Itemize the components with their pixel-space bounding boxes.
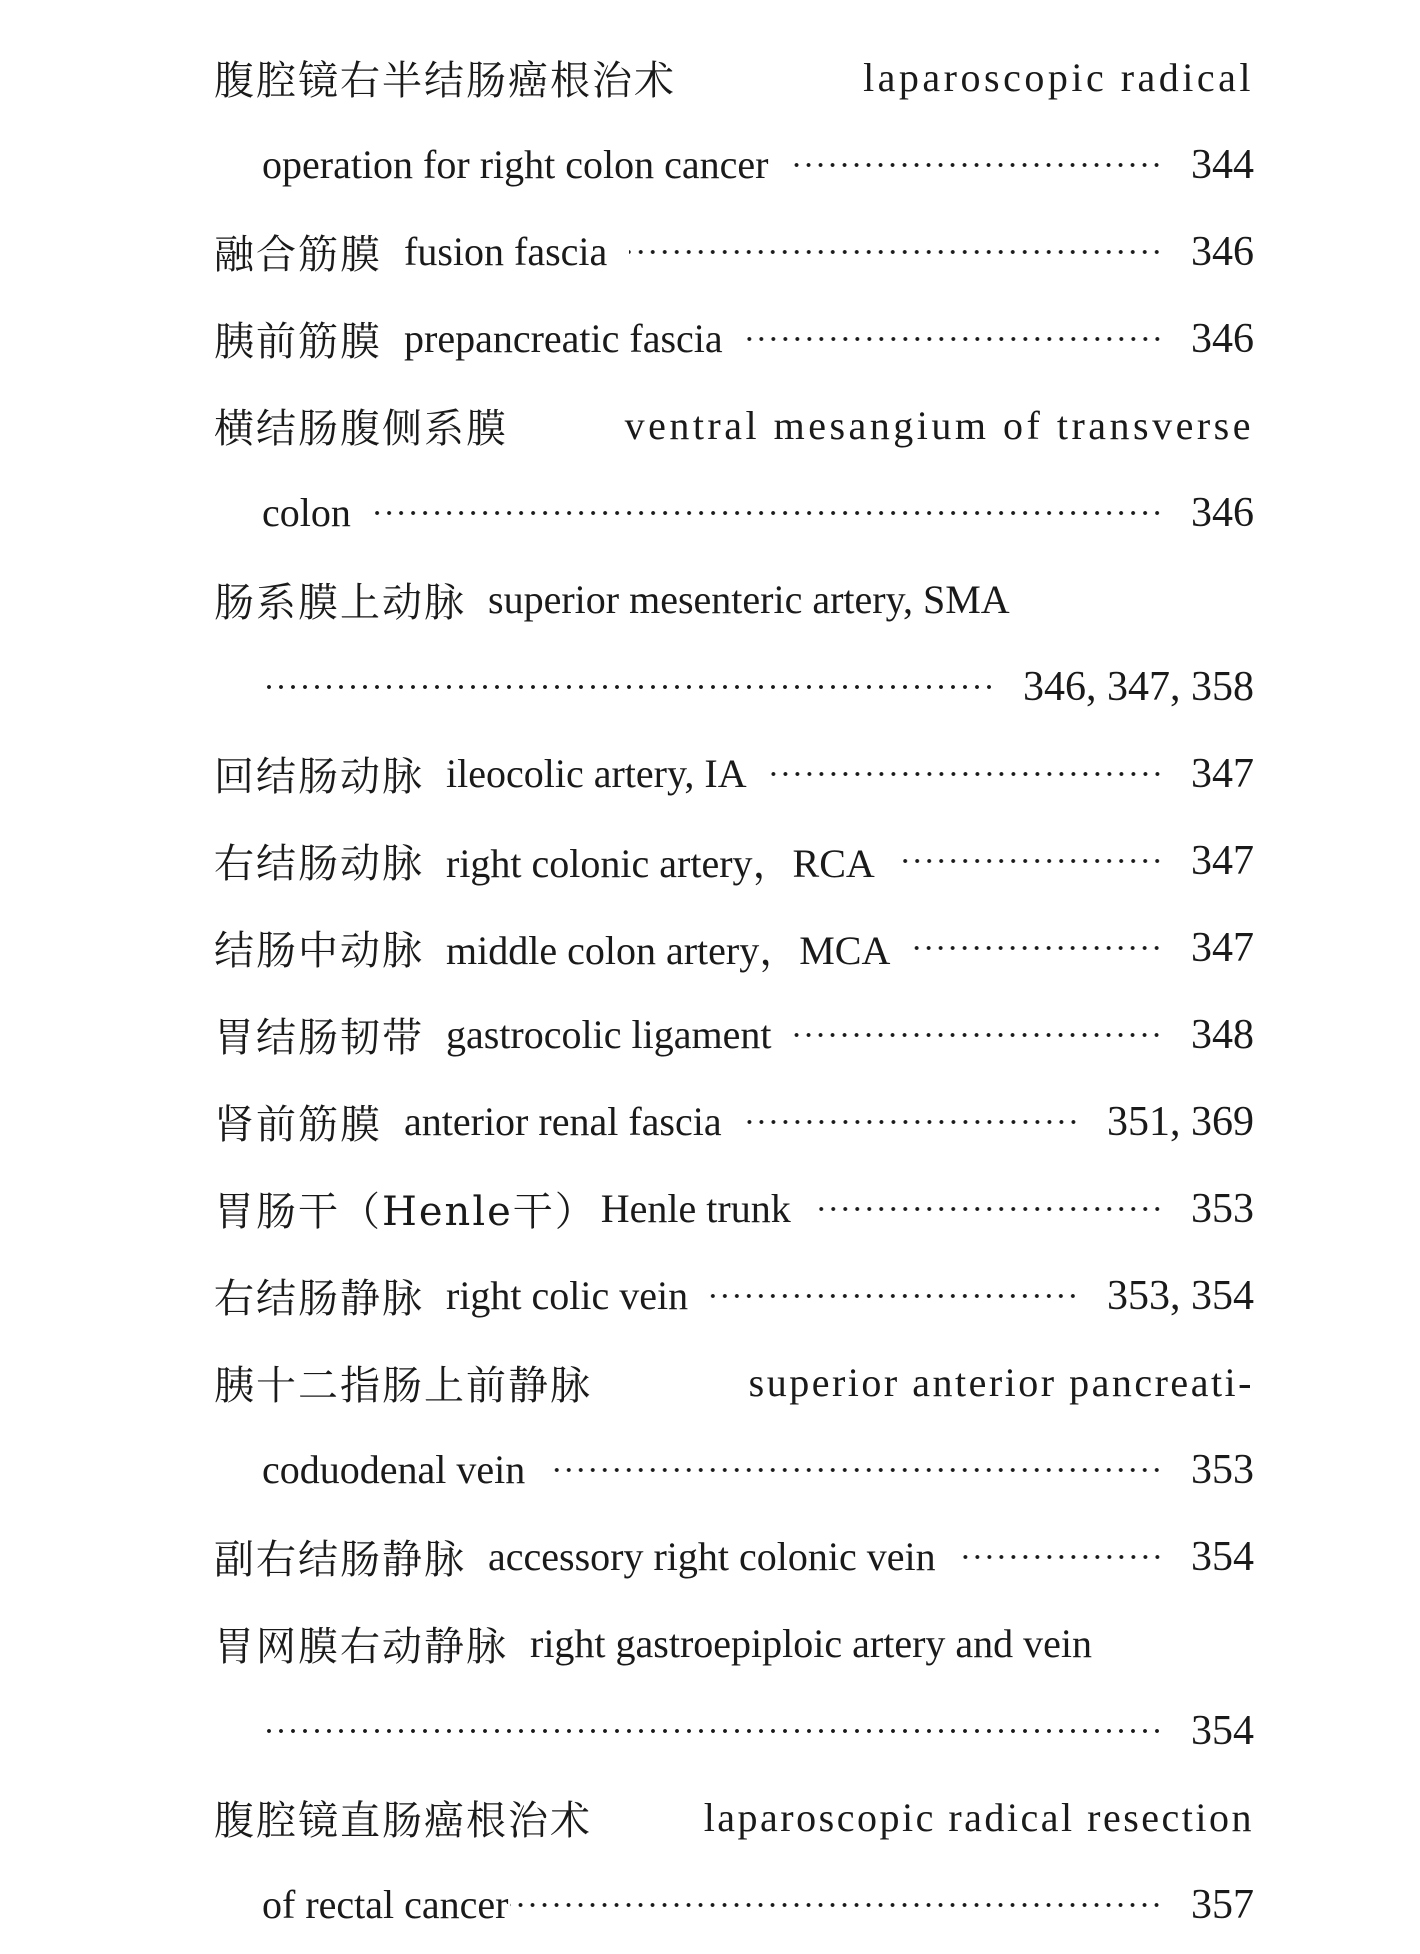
- index-page: [214, 34, 1254, 1948]
- entry-first-line: [214, 556, 1254, 643]
- entry-line: [214, 730, 1254, 817]
- dot-leader: [813, 1189, 1163, 1229]
- page-reference: 353, 354: [1107, 1272, 1254, 1319]
- dot-leader: [373, 493, 1163, 533]
- page-reference: 351, 369: [1107, 1098, 1254, 1145]
- english-term: right colonic artery，RCA: [446, 841, 875, 886]
- chinese-term: 融合筋膜: [214, 232, 382, 278]
- index-entry: [214, 382, 1254, 556]
- page-reference: 353: [1191, 1185, 1254, 1232]
- english-term-continued: operation for right colon cancer: [262, 142, 769, 187]
- entry-line: [214, 1513, 1254, 1600]
- dot-leader: [790, 145, 1163, 185]
- dot-leader: [745, 319, 1163, 359]
- english-term: accessory right colonic vein: [488, 1534, 936, 1579]
- chinese-term: 回结肠动脉: [214, 754, 424, 800]
- index-entry: [214, 208, 1254, 295]
- chinese-term: 胰十二指肠上前静脉: [214, 1363, 592, 1409]
- page-reference: 353: [1191, 1446, 1254, 1493]
- entry-first-line: [214, 1774, 1254, 1861]
- chinese-term: 右结肠动脉: [214, 841, 424, 887]
- entry-first-line: [214, 34, 1254, 121]
- entry-continuation-line: [214, 469, 1254, 556]
- page-reference: 347: [1191, 924, 1254, 971]
- chinese-term: 胃结肠韧带: [214, 1015, 424, 1061]
- entry-line: [214, 1078, 1254, 1165]
- english-term-continued: of rectal cancer: [262, 1882, 509, 1927]
- dot-leader: [710, 1276, 1079, 1316]
- index-entry: [214, 295, 1254, 382]
- page-reference: 357: [1191, 1881, 1254, 1928]
- index-entry: [214, 34, 1254, 208]
- english-term: ventral mesangium of transverse: [624, 403, 1254, 448]
- entry-continuation-line: [214, 121, 1254, 208]
- chinese-term: 肠系膜上动脉: [214, 580, 466, 626]
- dot-leader: [793, 1015, 1163, 1055]
- entry-line: [214, 208, 1254, 295]
- index-entry: [214, 904, 1254, 991]
- index-entry: [214, 1600, 1254, 1774]
- page-reference: 347: [1191, 837, 1254, 884]
- english-term: fusion fascia: [404, 229, 608, 274]
- chinese-term: 腹腔镜右半结肠癌根治术: [214, 58, 676, 104]
- english-term-continued: coduodenal vein: [262, 1447, 526, 1492]
- page-reference: 354: [1191, 1533, 1254, 1580]
- page-reference: 346, 347, 358: [1023, 663, 1254, 710]
- english-term: right colic vein: [446, 1273, 689, 1318]
- entry-line: [214, 991, 1254, 1078]
- index-entry: [214, 730, 1254, 817]
- entry-line: [214, 817, 1254, 904]
- entry-line: [214, 904, 1254, 991]
- entry-first-line: [214, 382, 1254, 469]
- dot-leader: [769, 754, 1163, 794]
- english-term: ileocolic artery, IA: [446, 751, 747, 796]
- dot-leader: [262, 1711, 1163, 1751]
- dot-leader: [912, 928, 1163, 968]
- dot-leader: [262, 667, 995, 707]
- english-term: superior anterior pancreati-: [748, 1360, 1254, 1405]
- entry-continuation-line: [214, 1426, 1254, 1513]
- chinese-term: 胰前筋膜: [214, 319, 382, 365]
- english-term: prepancreatic fascia: [404, 316, 723, 361]
- index-entry: [214, 991, 1254, 1078]
- index-entry: [214, 1339, 1254, 1513]
- chinese-term: 右结肠静脉: [214, 1276, 424, 1322]
- index-entry: [214, 1252, 1254, 1339]
- dot-leader: [958, 1537, 1163, 1577]
- chinese-term: 胃网膜右动静脉: [214, 1624, 508, 1670]
- dot-leader: [629, 232, 1163, 272]
- english-term: anterior renal fascia: [404, 1099, 722, 1144]
- chinese-term: 结肠中动脉: [214, 928, 424, 974]
- page-reference: 344: [1191, 141, 1254, 188]
- english-term: right gastroepiploic artery and vein: [530, 1621, 1093, 1666]
- chinese-term: 胃肠干（Henle干）: [214, 1189, 597, 1235]
- page-reference: 354: [1191, 1707, 1254, 1754]
- chinese-term: 腹腔镜直肠癌根治术: [214, 1798, 592, 1844]
- english-term: gastrocolic ligament: [446, 1012, 772, 1057]
- english-term: superior mesenteric artery, SMA: [488, 577, 1010, 622]
- dot-leader: [744, 1102, 1079, 1142]
- entry-first-line: [214, 1600, 1254, 1687]
- entry-continuation-line: [214, 1687, 1254, 1774]
- entry-continuation-line: [214, 643, 1254, 730]
- index-entry: [214, 1774, 1254, 1948]
- english-term-continued: colon: [262, 490, 351, 535]
- english-term: laparoscopic radical resection: [703, 1795, 1254, 1840]
- index-entry: [214, 1078, 1254, 1165]
- entry-first-line: [214, 1339, 1254, 1426]
- english-term: laparoscopic radical: [863, 55, 1254, 100]
- entry-line: [214, 295, 1254, 382]
- index-entry: [214, 556, 1254, 730]
- index-entry: [214, 817, 1254, 904]
- index-entry: [214, 1165, 1254, 1252]
- chinese-term: 肾前筋膜: [214, 1102, 382, 1148]
- dot-leader: [547, 1450, 1163, 1490]
- entry-line: [214, 1165, 1254, 1252]
- page-reference: 346: [1191, 315, 1254, 362]
- entry-continuation-line: [214, 1861, 1254, 1948]
- english-term: Henle trunk: [600, 1186, 791, 1231]
- english-term: middle colon artery，MCA: [446, 928, 891, 973]
- chinese-term: 副右结肠静脉: [214, 1537, 466, 1583]
- page-reference: 348: [1191, 1011, 1254, 1058]
- page-reference: 347: [1191, 750, 1254, 797]
- entry-line: [214, 1252, 1254, 1339]
- chinese-term: 横结肠腹侧系膜: [214, 406, 508, 452]
- page-reference: 346: [1191, 489, 1254, 536]
- page-reference: 346: [1191, 228, 1254, 275]
- dot-leader: [510, 1885, 1163, 1925]
- index-entry: [214, 1513, 1254, 1600]
- dot-leader: [897, 841, 1163, 881]
